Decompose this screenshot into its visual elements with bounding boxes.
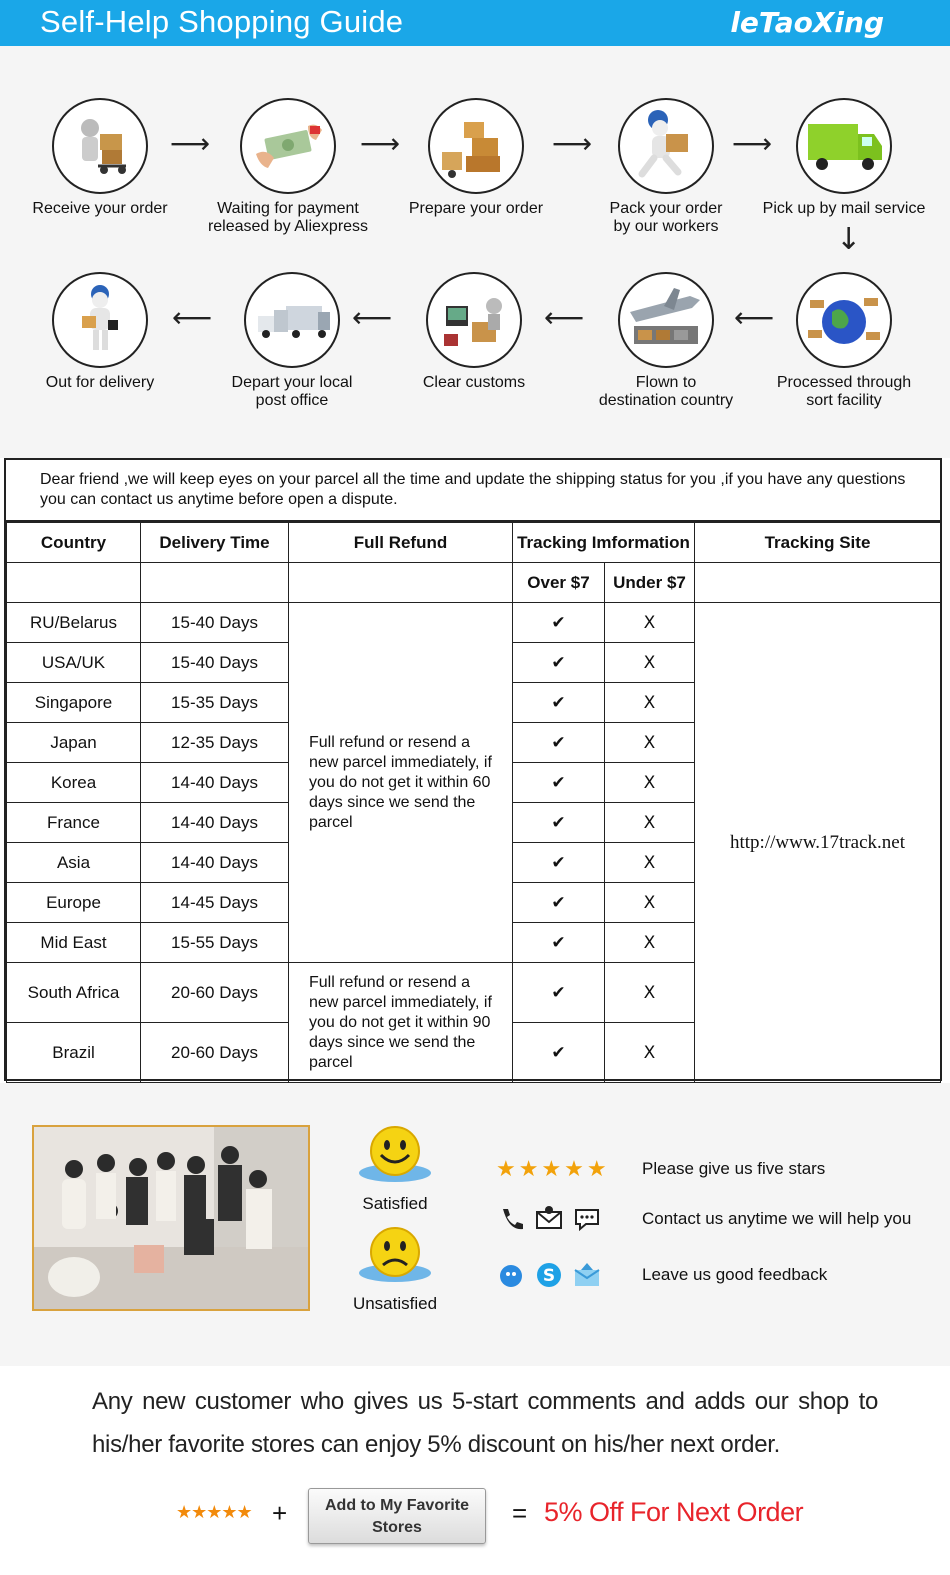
contact-text: Contact us anytime we will help you [642,1209,912,1228]
arrow-left-icon: ⟵ [352,301,393,334]
step-pack-order [576,98,756,236]
arrow-right-icon: ⟶ [170,127,211,160]
delivery-cell: 20-60 Days [141,963,289,1023]
delivery-cell: 12-35 Days [141,723,289,763]
feedback-section [0,1083,950,1366]
header-tracking-site: Tracking Site [695,523,941,563]
step-label: Clear customs [422,374,526,391]
header-tracking-info: Tracking Imformation [513,523,695,563]
shipping-table-section [4,458,942,1081]
subheader-under: Under $7 [605,563,695,603]
checkmark-icon: ✔ [513,803,605,843]
step-sort-facility [754,272,934,410]
delivery-cell: 15-35 Days [141,683,289,723]
country-cell: USA/UK [7,643,141,683]
cross-icon: X [605,923,695,963]
cross-icon: X [605,883,695,923]
process-flow [0,46,950,458]
checkmark-icon: ✔ [513,763,605,803]
money-hand-icon [240,98,336,194]
empty-cell [141,563,289,603]
step-pick-up [754,98,934,218]
step-label: Prepare your order [408,200,544,217]
step-label: released by Aliexpress [207,218,369,235]
mail-icon[interactable] [534,1204,564,1234]
running-courier-icon [618,98,714,194]
arrow-right-icon: ⟶ [360,127,401,160]
step-receive-order [10,98,190,218]
cross-icon: X [605,603,695,643]
unsatisfied-option[interactable] [350,1225,440,1314]
step-label: by our workers [613,218,719,235]
contact-row [496,1199,936,1239]
globe-trucks-icon [796,272,892,368]
phone-icon[interactable] [496,1204,526,1234]
country-cell: France [7,803,141,843]
happy-face-icon [355,1123,435,1187]
checkmark-icon: ✔ [513,883,605,923]
country-cell: Brazil [7,1023,141,1083]
delivery-cell: 14-40 Days [141,843,289,883]
checkmark-icon: ✔ [513,1023,605,1083]
step-label: Depart your local [231,374,353,391]
five-stars-text: Please give us five stars [642,1159,826,1178]
refund-cell: Full refund or resend a new parcel immediately, if you do not get it within 60 days since we send the parcel [289,603,513,963]
country-cell: Asia [7,843,141,883]
country-cell: Mid East [7,923,141,963]
checkmark-icon: ✔ [513,843,605,883]
checkmark-icon: ✔ [513,723,605,763]
table-row [7,603,941,643]
tracking-site-link[interactable]: http://www.17track.net [695,603,941,1083]
checkmark-icon: ✔ [513,603,605,643]
cross-icon: X [605,963,695,1023]
header-full-refund: Full Refund [289,523,513,563]
empty-cell [289,563,513,603]
promo-text: Any new customer who gives us 5-start comments and adds our shop to his/her favorite stores can enjoy 5% discount on his/her next order. [92,1388,878,1458]
star-rating-icon: ★★★★★ [496,1156,610,1181]
envelope-icon[interactable] [572,1260,602,1290]
messenger-icon[interactable] [496,1260,526,1290]
skype-icon[interactable] [534,1260,564,1290]
delivery-cell: 14-45 Days [141,883,289,923]
step-label: Pick up by mail service [762,200,926,217]
country-cell: Europe [7,883,141,923]
discount-offer: 5% Off For Next Order [544,1497,804,1527]
country-cell: Singapore [7,683,141,723]
equals-sign: = [512,1498,528,1528]
arrow-right-icon: ⟶ [732,127,773,160]
unsatisfied-label: Unsatisfied [352,1294,438,1313]
promo-section [0,1366,950,1575]
brand-logo: leTaoXing [730,6,884,39]
step-waiting-payment [198,98,378,236]
shipping-table [6,522,941,1083]
cross-icon: X [605,723,695,763]
add-favorite-button[interactable]: Add to My Favorite Stores [308,1488,486,1544]
step-label: Processed through [776,374,912,391]
arrow-down-icon: ↓ [836,222,862,257]
subheader-over: Over $7 [513,563,605,603]
country-cell: RU/Belarus [7,603,141,643]
step-depart-post-office [202,272,382,410]
customs-icon [426,272,522,368]
header-country: Country [7,523,141,563]
country-cell: South Africa [7,963,141,1023]
page-title: Self-Help Shopping Guide [40,4,404,39]
step-label: sort facility [806,392,882,409]
delivery-cell: 15-40 Days [141,643,289,683]
delivery-cell: 14-40 Days [141,763,289,803]
checkmark-icon: ✔ [513,963,605,1023]
empty-cell [695,563,941,603]
step-label: destination country [598,392,734,409]
step-label: Receive your order [32,200,168,217]
cross-icon: X [605,763,695,803]
worker-boxes-icon [52,98,148,194]
refund-cell: Full refund or resend a new parcel immediately, if you do not get it within 90 days since we send the parcel [289,963,513,1083]
cross-icon: X [605,803,695,843]
arrow-left-icon: ⟵ [734,301,775,334]
team-photo [32,1125,310,1311]
step-out-for-delivery [10,272,190,392]
step-label: Pack your order [609,200,723,217]
cross-icon: X [605,843,695,883]
arrow-left-icon: ⟵ [544,301,585,334]
delivery-cell: 15-55 Days [141,923,289,963]
empty-cell [7,563,141,603]
header-bar [0,0,950,46]
step-label: Flown to [635,374,697,391]
five-star-icon: ★★★★★ [176,1502,252,1522]
country-cell: Japan [7,723,141,763]
checkmark-icon: ✔ [513,643,605,683]
satisfied-label: Satisfied [362,1194,428,1213]
good-feedback-text: Leave us good feedback [642,1265,828,1284]
cross-icon: X [605,643,695,683]
step-flown-destination [576,272,756,410]
cross-icon: X [605,683,695,723]
plus-sign: + [272,1498,288,1528]
boxes-cart-icon [428,98,524,194]
svg-text:S: S [542,1266,556,1286]
delivery-cell: 20-60 Days [141,1023,289,1083]
sad-face-icon [355,1225,435,1287]
step-prepare-order [386,98,566,218]
checkmark-icon: ✔ [513,923,605,963]
step-label: Waiting for payment [217,200,359,217]
cross-icon: X [605,1023,695,1083]
step-clear-customs [384,272,564,392]
delivery-man-icon [52,272,148,368]
five-stars-row [496,1149,936,1189]
country-cell: Korea [7,763,141,803]
satisfied-option[interactable] [350,1123,440,1214]
header-delivery-time: Delivery Time [141,523,289,563]
delivery-cell: 15-40 Days [141,603,289,643]
delivery-truck-icon [796,98,892,194]
notice-text: Dear friend ,we will keep eyes on your parcel all the time and update the shipping status for you ,if you have any questions you can contact us anytime before open a dispute. [6,460,940,522]
delivery-cell: 14-40 Days [141,803,289,843]
arrow-left-icon: ⟵ [172,301,213,334]
step-label: post office [255,392,329,409]
step-label: Out for delivery [45,374,155,391]
feedback-row [496,1255,936,1295]
airplane-icon [618,272,714,368]
arrow-right-icon: ⟶ [552,127,593,160]
chat-icon[interactable] [572,1204,602,1234]
checkmark-icon: ✔ [513,683,605,723]
trucks-icon [244,272,340,368]
